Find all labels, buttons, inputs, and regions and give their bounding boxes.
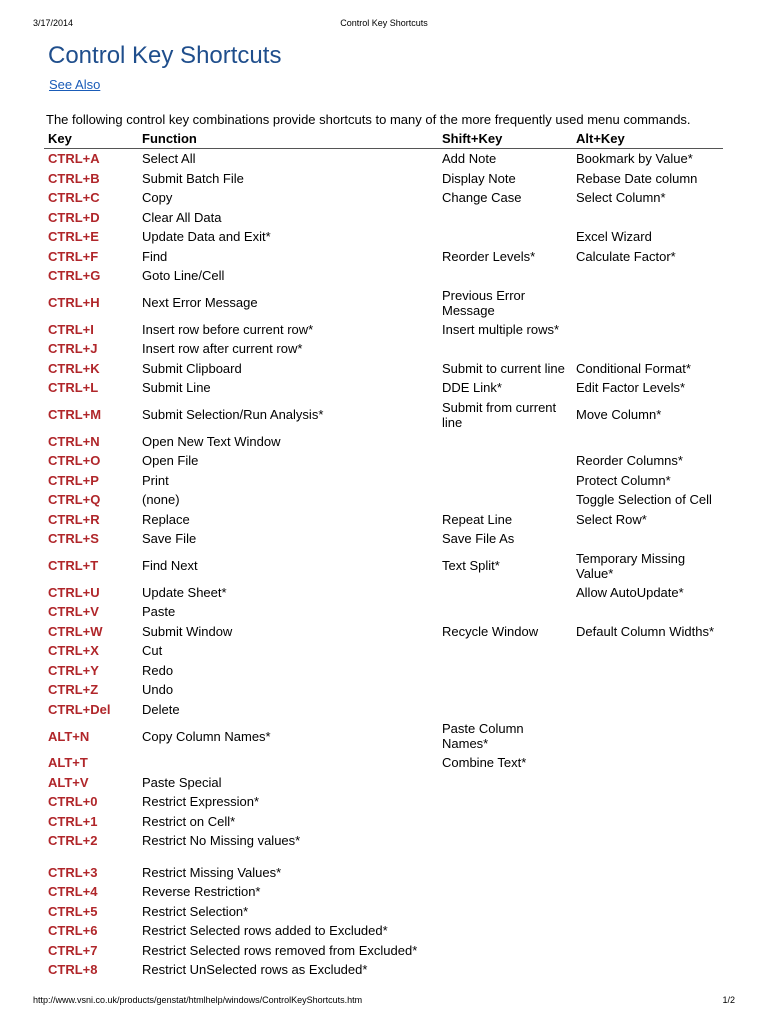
alt-key-cell <box>572 719 723 753</box>
key-cell: CTRL+P <box>48 472 99 488</box>
shift-key-cell <box>438 339 572 359</box>
shift-key-cell <box>438 902 572 922</box>
alt-key-cell <box>572 812 723 832</box>
alt-key-cell <box>572 286 723 320</box>
print-header <box>33 18 735 30</box>
table-row <box>44 960 723 980</box>
source-url: http://www.vsni.co.uk/products/genstat/htmlhelp/windows/ControlKeyShortcuts.htm <box>33 995 363 1005</box>
shift-key-cell: Recycle Window <box>442 623 539 639</box>
shift-key-cell <box>438 851 572 883</box>
shift-key-cell: Add Note <box>442 151 497 167</box>
alt-key-cell: Conditional Format* <box>576 360 691 376</box>
function-cell: Replace <box>142 511 190 527</box>
alt-key-cell <box>572 882 723 902</box>
column-header-function: Function <box>138 127 438 149</box>
shift-key-cell <box>438 208 572 228</box>
function-cell: Restrict Selected rows removed from Excluded* <box>142 942 418 958</box>
shift-key-cell: Previous Error Message <box>442 287 526 318</box>
function-cell: Save File <box>142 531 197 547</box>
function-cell: Submit Window <box>142 623 233 639</box>
function-cell: Paste Special <box>142 774 222 790</box>
function-cell: Restrict UnSelected rows as Excluded* <box>142 962 368 978</box>
shift-key-cell: Display Note <box>442 170 516 186</box>
column-header-alt-key: Alt+Key <box>572 127 723 149</box>
key-cell: CTRL+A <box>48 151 100 167</box>
alt-key-cell <box>572 339 723 359</box>
table-row <box>44 247 723 267</box>
shift-key-cell <box>438 641 572 661</box>
alt-key-cell <box>572 753 723 773</box>
table-row <box>44 882 723 902</box>
function-cell: Goto Line/Cell <box>142 268 225 284</box>
table-row <box>44 227 723 247</box>
table-row <box>44 921 723 941</box>
key-cell: CTRL+U <box>48 584 100 600</box>
table-row <box>44 510 723 530</box>
table-row <box>44 490 723 510</box>
function-cell: Submit Line <box>142 380 211 396</box>
function-cell: Copy <box>142 190 173 206</box>
key-cell: CTRL+2 <box>48 833 98 849</box>
table-row <box>44 266 723 286</box>
table-row <box>44 529 723 549</box>
key-cell: ALT+N <box>48 728 90 744</box>
shift-key-cell <box>438 490 572 510</box>
table-row <box>44 602 723 622</box>
table-row <box>44 339 723 359</box>
function-cell: Next Error Message <box>142 295 258 310</box>
function-cell: Find Next <box>142 558 198 573</box>
table-row <box>44 902 723 922</box>
function-cell: Open File <box>142 453 199 469</box>
function-cell: Delete <box>142 701 180 717</box>
shift-key-cell <box>438 602 572 622</box>
shift-key-cell: Reorder Levels* <box>442 248 536 264</box>
key-cell: CTRL+0 <box>48 794 98 810</box>
alt-key-cell <box>572 432 723 452</box>
shift-key-cell <box>438 432 572 452</box>
intro-text: The following control key combinations provide shortcuts to many of the more frequently used menu commands. <box>46 112 691 127</box>
alt-key-cell <box>572 700 723 720</box>
alt-key-cell <box>572 851 723 883</box>
table-row <box>44 700 723 720</box>
table-row <box>44 792 723 812</box>
key-cell: CTRL+E <box>48 229 99 245</box>
shift-key-cell: Change Case <box>442 190 522 206</box>
shift-key-cell <box>438 773 572 793</box>
shift-key-cell <box>438 266 572 286</box>
table-row <box>44 188 723 208</box>
key-cell: CTRL+G <box>48 268 101 284</box>
function-cell: (none) <box>142 492 180 508</box>
alt-key-cell: Select Row* <box>576 511 647 527</box>
function-cell: Restrict on Cell* <box>142 813 236 829</box>
shift-key-cell: Save File As <box>442 531 515 547</box>
function-cell: Submit Clipboard <box>142 360 242 376</box>
key-cell: CTRL+Q <box>48 492 101 508</box>
alt-key-cell: Toggle Selection of Cell <box>576 492 712 508</box>
key-cell: CTRL+M <box>48 407 102 422</box>
shift-key-cell: Repeat Line <box>442 511 513 527</box>
column-header-key: Key <box>44 127 138 149</box>
shift-key-cell: Insert multiple rows* <box>442 321 560 337</box>
key-cell: CTRL+3 <box>48 864 98 880</box>
shift-key-cell: Submit from current line <box>442 399 557 430</box>
table-row <box>44 831 723 851</box>
key-cell: CTRL+I <box>48 321 94 337</box>
alt-key-cell <box>572 641 723 661</box>
shift-key-cell: Submit to current line <box>442 360 565 376</box>
alt-key-cell: Bookmark by Value* <box>576 151 693 167</box>
function-cell: Insert row before current row* <box>142 321 314 337</box>
function-cell: Update Sheet* <box>142 584 227 600</box>
see-also-link[interactable]: See Also <box>49 77 101 92</box>
table-row <box>44 320 723 340</box>
alt-key-cell <box>572 773 723 793</box>
key-cell: CTRL+Del <box>48 701 111 717</box>
shift-key-cell <box>438 921 572 941</box>
table-row <box>44 773 723 793</box>
key-cell: CTRL+L <box>48 380 99 396</box>
alt-key-cell <box>572 266 723 286</box>
table-row <box>44 661 723 681</box>
alt-key-cell: Move Column* <box>576 407 662 422</box>
key-cell: CTRL+8 <box>48 962 98 978</box>
alt-key-cell <box>572 661 723 681</box>
table-header-row <box>44 127 723 149</box>
table-row <box>44 378 723 398</box>
function-cell <box>138 753 438 773</box>
function-cell: Submit Batch File <box>142 170 244 186</box>
shift-key-cell <box>438 680 572 700</box>
function-cell: Submit Selection/Run Analysis* <box>142 407 324 422</box>
table-row <box>44 851 723 883</box>
alt-key-cell: Calculate Factor* <box>576 248 676 264</box>
key-cell: CTRL+D <box>48 209 100 225</box>
alt-key-cell <box>572 320 723 340</box>
function-cell: Insert row after current row* <box>142 341 303 357</box>
page-number: 1/2 <box>722 995 735 1005</box>
key-cell: CTRL+6 <box>48 923 98 939</box>
alt-key-cell: Temporary Missing Value* <box>576 550 686 581</box>
alt-key-cell <box>572 208 723 228</box>
shortcuts-table <box>44 127 723 980</box>
key-cell: CTRL+Y <box>48 662 99 678</box>
key-cell: CTRL+R <box>48 511 100 527</box>
table-row <box>44 432 723 452</box>
table-row <box>44 719 723 753</box>
print-header-title: Control Key Shortcuts <box>340 18 428 28</box>
function-cell: Redo <box>142 662 174 678</box>
alt-key-cell: Default Column Widths* <box>576 623 714 639</box>
alt-key-cell <box>572 902 723 922</box>
key-cell: CTRL+J <box>48 341 98 357</box>
table-row <box>44 549 723 583</box>
table-row <box>44 169 723 189</box>
function-cell: Select All <box>142 151 196 167</box>
table-row <box>44 641 723 661</box>
alt-key-cell <box>572 792 723 812</box>
alt-key-cell: Select Column* <box>576 190 666 206</box>
table-row <box>44 583 723 603</box>
shift-key-cell <box>438 451 572 471</box>
key-cell: CTRL+N <box>48 433 100 449</box>
function-cell: Reverse Restriction* <box>142 884 261 900</box>
key-cell: CTRL+C <box>48 190 100 206</box>
function-cell: Cut <box>142 643 163 659</box>
alt-key-cell <box>572 680 723 700</box>
key-cell: CTRL+B <box>48 170 100 186</box>
key-cell: CTRL+K <box>48 360 100 376</box>
function-cell: Clear All Data <box>142 209 222 225</box>
table-row <box>44 753 723 773</box>
shift-key-cell <box>438 792 572 812</box>
function-cell: Update Data and Exit* <box>142 229 271 245</box>
key-cell: ALT+T <box>48 755 88 771</box>
column-header-shift-key: Shift+Key <box>438 127 572 149</box>
shift-key-cell <box>438 583 572 603</box>
table-row <box>44 149 723 169</box>
key-cell: CTRL+F <box>48 248 99 264</box>
shift-key-cell <box>438 812 572 832</box>
key-cell: CTRL+V <box>48 604 99 620</box>
key-cell: CTRL+S <box>48 531 99 547</box>
alt-key-cell: Protect Column* <box>576 472 671 488</box>
table-row <box>44 941 723 961</box>
print-date: 3/17/2014 <box>33 18 74 28</box>
key-cell: CTRL+7 <box>48 942 98 958</box>
key-cell: ALT+V <box>48 774 89 790</box>
alt-key-cell: Excel Wizard <box>576 229 652 245</box>
alt-key-cell <box>572 960 723 980</box>
function-cell: Print <box>142 472 169 488</box>
shift-key-cell <box>438 941 572 961</box>
table-row <box>44 471 723 491</box>
table-row <box>44 622 723 642</box>
function-cell: Paste <box>142 604 176 620</box>
shift-key-cell <box>438 661 572 681</box>
table-row <box>44 812 723 832</box>
page-title: Control Key Shortcuts <box>48 42 282 69</box>
alt-key-cell <box>572 941 723 961</box>
function-cell: Open New Text Window <box>142 433 281 449</box>
key-cell: CTRL+T <box>48 558 99 573</box>
alt-key-cell: Rebase Date column <box>576 170 698 186</box>
table-row <box>44 286 723 320</box>
function-cell: Restrict Selected rows added to Excluded* <box>142 923 388 939</box>
alt-key-cell: Allow AutoUpdate* <box>576 584 684 600</box>
shift-key-cell <box>438 831 572 851</box>
key-cell: CTRL+H <box>48 295 100 310</box>
function-cell: Restrict No Missing values* <box>142 833 301 849</box>
key-cell: CTRL+5 <box>48 903 98 919</box>
alt-key-cell <box>572 921 723 941</box>
alt-key-cell: Edit Factor Levels* <box>576 380 686 396</box>
key-cell: CTRL+1 <box>48 813 98 829</box>
shift-key-cell <box>438 471 572 491</box>
table-row <box>44 398 723 432</box>
alt-key-cell <box>572 602 723 622</box>
table-row <box>44 680 723 700</box>
table-row <box>44 359 723 379</box>
key-cell: CTRL+4 <box>48 884 98 900</box>
shift-key-cell <box>438 882 572 902</box>
function-cell: Restrict Selection* <box>142 903 249 919</box>
function-cell: Undo <box>142 682 174 698</box>
table-row <box>44 208 723 228</box>
shift-key-cell <box>438 960 572 980</box>
alt-key-cell <box>572 529 723 549</box>
function-cell: Restrict Expression* <box>142 794 260 810</box>
shift-key-cell <box>438 227 572 247</box>
table-row <box>44 451 723 471</box>
function-cell: Restrict Missing Values* <box>142 864 282 880</box>
key-cell: CTRL+W <box>48 623 103 639</box>
shift-key-cell: DDE Link* <box>442 380 502 396</box>
shift-key-cell: Text Split* <box>442 558 500 573</box>
function-cell: Copy Column Names* <box>142 728 271 744</box>
shift-key-cell: Paste Column Names* <box>442 721 524 751</box>
alt-key-cell: Reorder Columns* <box>576 453 683 469</box>
key-cell: CTRL+X <box>48 643 99 659</box>
shift-key-cell: Combine Text* <box>442 755 527 771</box>
shift-key-cell <box>438 700 572 720</box>
key-cell: CTRL+O <box>48 453 101 469</box>
alt-key-cell <box>572 831 723 851</box>
function-cell: Find <box>142 248 168 264</box>
key-cell: CTRL+Z <box>48 682 99 698</box>
